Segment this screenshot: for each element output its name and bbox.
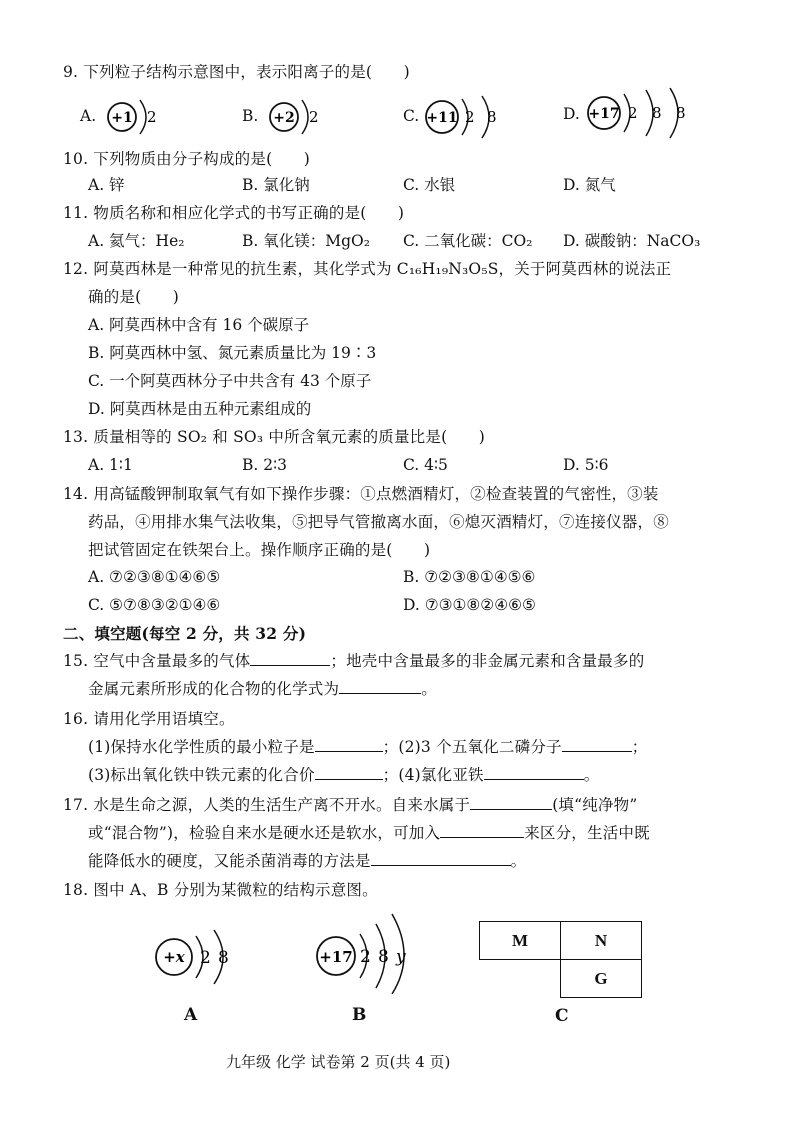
- cell-m: M: [480, 922, 561, 960]
- q11-stem: 11. 物质名称和相应化学式的书写正确的是( ): [63, 204, 405, 222]
- answer-blank[interactable]: [470, 795, 552, 810]
- q14-line1: 14. 用高锰酸钾制取氧气有如下操作步骤：①点燃酒精灯，②检查装置的气密性，③装: [63, 485, 659, 503]
- q12-option-c: C. 一个阿莫西林分子中共含有 43 个原子: [88, 372, 372, 390]
- q16-part-4: ；(4)氯化亚铁: [382, 766, 484, 784]
- section-2-heading: 二、填空题(每空 2 分，共 32 分): [63, 624, 307, 643]
- q14-option-a: A. ⑦②③⑧①④⑥⑤: [88, 568, 221, 586]
- q17-text-2a: 或“混合物”)，检验自来水是硬水还是软水，可加入: [88, 824, 441, 842]
- q17-text-1b: (填“纯净物”: [552, 796, 638, 814]
- q18-periodic-table-fragment: [479, 921, 642, 998]
- q16-stem: 16. 请用化学用语填空。: [63, 710, 235, 728]
- nucleus-charge: +17: [588, 106, 620, 122]
- q12-option-d: D. 阿莫西林是由五种元素组成的: [88, 400, 312, 418]
- q16-part-3: (3)标出氧化铁中铁元素的化合价: [88, 766, 315, 784]
- answer-blank[interactable]: [484, 765, 584, 780]
- q14-line3: 把试管固定在铁架台上。操作顺序正确的是( ): [88, 541, 431, 559]
- shell-electrons: 8: [652, 104, 662, 122]
- q10-option-d: D. 氮气: [563, 176, 616, 194]
- q16-part-1: (1)保持水化学性质的最小粒子是: [88, 738, 315, 756]
- q18-stem: 18. 图中 A、B 分别为某微粒的结构示意图。: [63, 881, 378, 899]
- q10-stem: 10. 下列物质由分子构成的是( ): [63, 150, 310, 168]
- q12-stem-line2: 确的是( ): [88, 288, 179, 306]
- q16-part-2: ；(2)3 个五氧化二磷分子: [382, 738, 562, 756]
- q17-line1: [63, 795, 637, 815]
- q15-text-2b: 。: [421, 680, 437, 698]
- q16-part-2-end: ；: [631, 738, 648, 756]
- shell-electrons: 8: [487, 108, 497, 126]
- shell-electrons: 2: [360, 947, 371, 967]
- q18-label-b: B: [352, 1005, 367, 1025]
- q11-option-d: D. 碳酸钠：NaCO₃: [563, 232, 701, 250]
- q9-stem: 9. 下列粒子结构示意图中，表示阳离子的是( ): [63, 63, 410, 81]
- q17-text-2b: 来区分，生活中既: [524, 824, 650, 842]
- shell-electrons: 2: [465, 108, 475, 126]
- shell-electrons: 2: [309, 108, 319, 126]
- q13-option-d: D. 5∶6: [563, 456, 609, 474]
- q16-line2: [88, 765, 599, 785]
- q14-line2: 药品，④用排水集气法收集，⑤把导气管撤离水面，⑥熄灭酒精灯，⑦连接仪器，⑧: [88, 513, 669, 531]
- shell-electrons: 8: [218, 948, 229, 968]
- q17-line3: [88, 851, 526, 871]
- q12-option-b: B. 阿莫西林中氢、氮元素质量比为 19∶3: [88, 344, 377, 362]
- q9-option-b-letter: B.: [242, 107, 259, 125]
- q15-text-1a: 15. 空气中含量最多的气体: [63, 652, 251, 670]
- q11-option-a: A. 氦气：He₂: [88, 232, 185, 250]
- q13-stem: 13. 质量相等的 SO₂ 和 SO₃ 中所含氧元素的质量比是( ): [63, 428, 485, 446]
- answer-blank[interactable]: [562, 737, 632, 752]
- q10-option-a: A. 锌: [88, 176, 125, 194]
- q13-option-b: B. 2∶3: [242, 456, 288, 474]
- q10-option-c: C. 水银: [403, 176, 456, 194]
- nucleus-charge: +11: [426, 110, 458, 126]
- shell-electrons: 2: [200, 948, 211, 968]
- nucleus-charge: +2: [273, 110, 295, 126]
- q17-text-3b: 。: [510, 852, 527, 870]
- q9-option-b-atom-diagram: [262, 92, 342, 142]
- q18-label-c: C: [555, 1006, 569, 1026]
- q12-option-a: A. 阿莫西林中含有 16 个碳原子: [88, 316, 310, 334]
- shell-electrons: 8: [378, 947, 389, 967]
- q14-option-b: B. ⑦②③⑧①④⑤⑥: [403, 568, 536, 586]
- shell-electrons: 8: [676, 104, 686, 122]
- q15-text-2a: 金属元素所形成的化合物的化学式为: [88, 680, 340, 698]
- q15-line2: [88, 679, 437, 699]
- answer-blank[interactable]: [250, 651, 330, 666]
- answer-blank[interactable]: [315, 765, 383, 780]
- q17-text-3a: 能降低水的硬度，又能杀菌消毒的方法是: [88, 852, 371, 870]
- q15-text-1b: ；地壳中含量最多的非金属元素和含量最多的: [330, 652, 645, 670]
- q13-option-a: A. 1∶1: [88, 456, 133, 474]
- cell-g: G: [561, 960, 642, 998]
- shell-electrons: 2: [147, 108, 157, 126]
- shell-electrons: 2: [628, 104, 638, 122]
- q12-stem-line1: 12. 阿莫西林是一种常见的抗生素，其化学式为 C₁₆H₁₉N₃O₅S，关于阿莫西林的说法正: [63, 260, 672, 278]
- shell-arc: [302, 100, 308, 134]
- nucleus-charge: +1: [111, 110, 133, 126]
- q9-option-a-atom-diagram: [100, 92, 180, 142]
- q9-option-d-letter: D.: [563, 105, 580, 123]
- q17-line2: [88, 823, 650, 843]
- q18-label-a: A: [184, 1005, 198, 1025]
- cell-n: N: [561, 922, 642, 960]
- answer-blank[interactable]: [440, 823, 524, 838]
- shell-arc: [140, 100, 146, 134]
- page-footer: 九年级 化学 试卷第 2 页(共 4 页): [226, 1053, 451, 1071]
- q9-option-a-letter: A.: [80, 107, 97, 125]
- q16-part-4-end: 。: [583, 766, 600, 784]
- shell-electrons: y: [396, 947, 406, 967]
- q14-option-c: C. ⑤⑦⑧③②①④⑥: [88, 596, 221, 614]
- q18-diagram-a: [150, 922, 250, 992]
- nucleus-charge: +x: [163, 948, 185, 966]
- answer-blank[interactable]: [315, 737, 383, 752]
- q15-line1: [63, 651, 644, 671]
- cell-empty: [480, 960, 561, 998]
- answer-blank[interactable]: [339, 679, 421, 694]
- nucleus-charge: +17: [319, 948, 353, 966]
- q9-option-c-atom-diagram: [420, 90, 520, 144]
- q16-line1: [88, 737, 647, 757]
- q9-option-c-letter: C.: [403, 107, 420, 125]
- q14-option-d: D. ⑦③①⑧②④⑥⑤: [403, 596, 536, 614]
- q11-option-c: C. 二氧化碳：CO₂: [403, 232, 533, 250]
- q13-option-c: C. 4∶5: [403, 456, 448, 474]
- q18-diagram-b: [310, 910, 430, 994]
- q10-option-b: B. 氯化钠: [242, 176, 310, 194]
- q11-option-b: B. 氧化镁：MgO₂: [242, 232, 370, 250]
- q17-text-1a: 17. 水是生命之源，人类的生活生产离不开水。自来水属于: [63, 796, 471, 814]
- answer-blank[interactable]: [371, 851, 511, 866]
- q9-option-d-atom-diagram: [582, 84, 702, 144]
